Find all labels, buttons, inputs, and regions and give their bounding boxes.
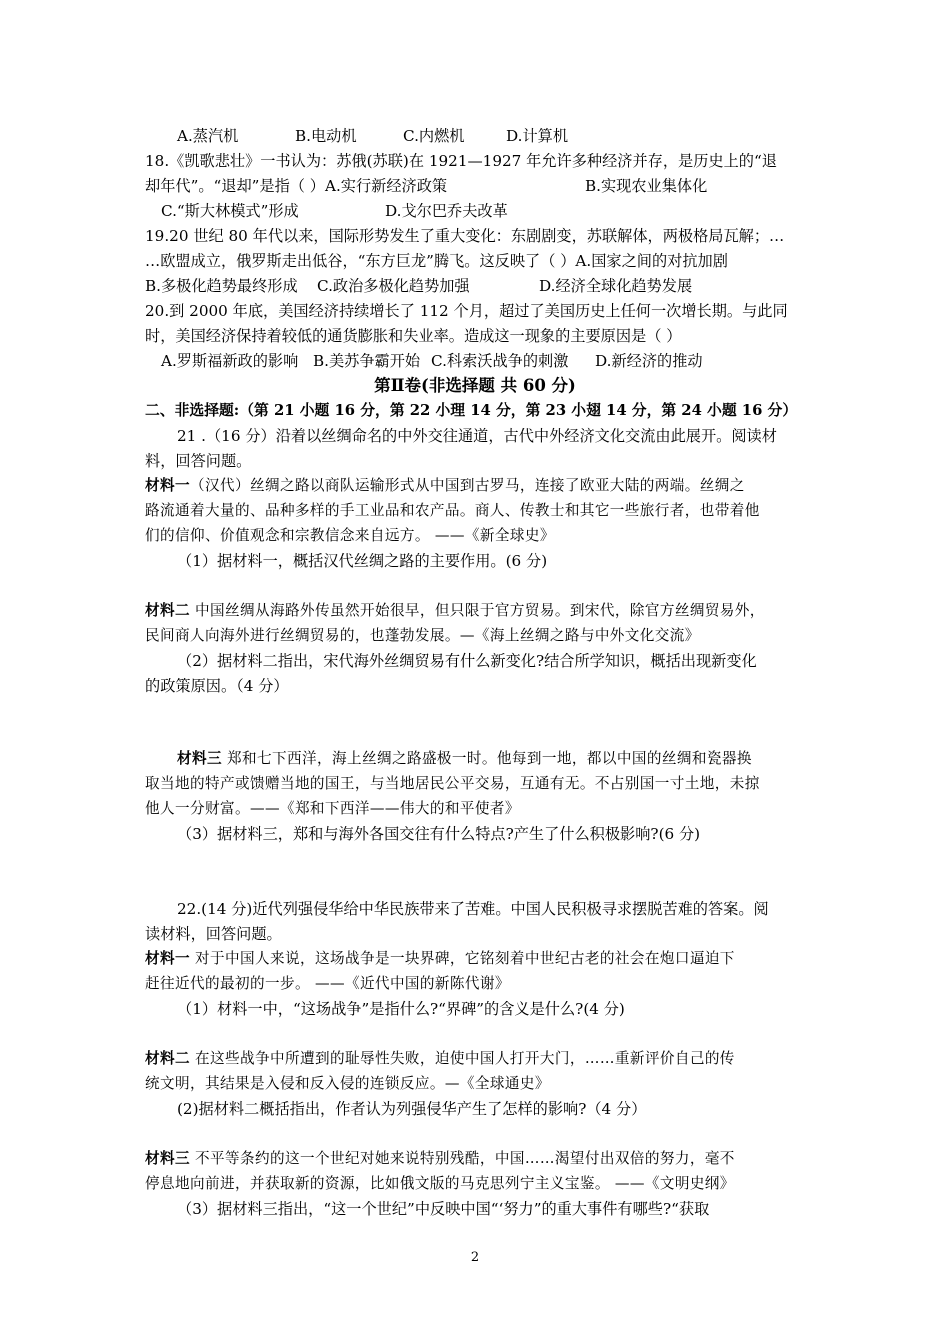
q21-material-2-line-1 — [145, 601, 765, 621]
q21-material-1-line-2: 路流通着大量的、品种多样的手工业品和农产品。商人、传教士和其它一些旅行者，也带着他 — [145, 502, 760, 519]
q21-material-1-label: 材料一 — [145, 477, 190, 494]
q22-material-1-label: 材料一 — [145, 950, 190, 967]
q22-question-1: （1）材料一中，“这场战争”是指什么?“界碑”的含义是什么?(4 分) — [177, 1000, 625, 1018]
q22-material-1-line-1 — [145, 949, 735, 969]
q22-question-3: （3）据材料三指出，“这一个世纪”中反映中国“‘努力”的重大事件有哪些?“获取 — [177, 1200, 710, 1218]
q18-line-2 — [145, 176, 707, 196]
q20-line-1: 20.到 2000 年底，美国经济持续增长了 112 个月，超过了美国历史上任何一次增长期。与此同 — [145, 302, 788, 320]
q22-material-1-line-2: 赶往近代的最初的一步。 ——《近代中国的新陈代谢》 — [145, 975, 510, 992]
q19-line-2: …欧盟成立，俄罗斯走出低谷，“东方巨龙”腾飞。这反映了（ ）A.国家之间的对抗加剧 — [145, 252, 728, 270]
q20-option-a: A.罗斯福新政的影响 — [161, 352, 299, 370]
q22-material-1-text: 对于中国人来说，这场战争是一块界碑，它铭刻着中世纪古老的社会在炮口逼迫下 — [189, 950, 735, 967]
q21-material-3-line-2: 取当地的特产或馈赠当地的国王，与当地居民公平交易，互通有无。不占别国一寸土地，未掠 — [145, 775, 760, 792]
q21-material-1-line-3: 们的信仰、价值观念和宗教信念来自远方。 ——《新全球史》 — [145, 527, 555, 544]
part-2-title: 第Ⅱ卷(非选择题 共 60 分) — [374, 376, 576, 395]
q20-option-b: B.美苏争霸开始 — [313, 352, 421, 370]
q21-question-3: （3）据材料三，郑和与海外各国交往有什么特点?产生了什么积极影响?(6 分) — [177, 825, 701, 843]
q22-material-3-line-2: 停息地向前进，并获取新的资源，比如俄文版的马克思列宁主义宝鉴。 ——《文明史纲》 — [145, 1175, 735, 1192]
q22-material-2-text: 在这些战争中所遭到的耻辱性失败，迫使中国人打开大门，……重新评价自己的传 — [189, 1050, 735, 1067]
q21-material-2-line-2: 民间商人向海外进行丝绸贸易的，也蓬勃发展。—《海上丝绸之路与中外文化交流》 — [145, 627, 700, 644]
q18-option-c: C.“斯大林模式”形成 — [161, 202, 299, 220]
q20-line-2: 时，美国经济保持着较低的通货膨胀和失业率。造成这一现象的主要原因是（ ） — [145, 327, 682, 345]
q20-line-3 — [145, 351, 703, 371]
q17-option-c: C.内燃机 — [403, 127, 465, 145]
q21-question-1: （1）据材料一，概括汉代丝绸之路的主要作用。(6 分) — [177, 552, 548, 570]
q21-material-1-text: （汉代）丝绸之路以商队运输形式从中国到古罗马，连接了欧亚大陆的两端。丝绸之 — [189, 477, 745, 494]
q21-intro-line-1: 21 .（16 分）沿着以丝绸命名的中外交往通道，古代中外经济文化交流由此展开。阅读材 — [177, 427, 777, 445]
q22-material-3-line-1 — [145, 1149, 735, 1169]
q20-option-c: C.科索沃战争的刺激 — [431, 352, 569, 370]
q17-option-d: D.计算机 — [506, 127, 569, 145]
q22-intro-line-2: 读材料，回答问题。 — [145, 925, 282, 943]
q22-material-2-line-2: 统文明，其结果是入侵和反入侵的连锁反应。—《全球通史》 — [145, 1075, 550, 1092]
q19-option-b: B.多极化趋势最终形成 — [145, 277, 298, 295]
q19-line-1: 19.20 世纪 80 年代以来，国际形势发生了重大变化：东剧剧变，苏联解体，两极格局瓦解；… — [145, 227, 785, 245]
q18-option-a: 却年代”。“退却”是指（ ）A.实行新经济政策 — [145, 177, 448, 195]
page-number: 2 — [470, 1250, 480, 1265]
q21-intro-line-2: 料，回答问题。 — [145, 452, 252, 470]
q21-material-3-label: 材料三 — [177, 750, 222, 767]
q22-material-2-line-1 — [145, 1049, 735, 1069]
q18-option-b: B.实现农业集体化 — [585, 177, 708, 195]
q19-line-3 — [145, 276, 692, 296]
q20-option-d: D.新经济的推动 — [595, 352, 703, 370]
q21-question-2-line-1: （2）据材料二指出，宋代海外丝绸贸易有什么新变化?结合所学知识，概括出现新变化 — [177, 652, 757, 670]
q17-option-b: B.电动机 — [295, 127, 357, 145]
q17-options — [145, 126, 568, 146]
section-2-heading: 二、非选择题:（第 21 小题 16 分，第 22 小理 14 分，第 23 小翅 14 分，第 24 小题 16 分） — [145, 402, 798, 419]
q22-material-2-label: 材料二 — [145, 1050, 190, 1067]
q19-option-d: D.经济全球化趋势发展 — [539, 277, 693, 295]
q22-material-3-label: 材料三 — [145, 1150, 190, 1167]
q18-line-1: 18.《凯歌悲壮》一书认为：苏俄(苏联)在 1921—1927 年允许多种经济并存，是历史上的“退 — [145, 152, 777, 170]
q21-material-3-text: 郑和七下西洋，海上丝绸之路盛极一时。他每到一地，都以中国的丝绸和瓷器换 — [221, 750, 752, 767]
q21-material-3-line-3: 他人一分财富。——《郑和下西洋——伟大的和平使者》 — [145, 800, 520, 817]
q18-option-d: D.戈尔巴乔夫改革 — [385, 202, 508, 220]
q21-question-2-line-2: 的政策原因。（4 分） — [145, 677, 289, 695]
q21-material-2-text: 中国丝绸从海路外传虽然开始很早，但只限于官方贸易。到宋代，除官方丝绸贸易外， — [189, 602, 765, 619]
q19-option-c: C.政治多极化趋势加强 — [317, 277, 470, 295]
q22-question-2: (2)据材料二概括指出，作者认为列强侵华产生了怎样的影响?（4 分） — [177, 1100, 647, 1118]
q22-material-3-text: 不平等条约的这一个世纪对她来说特别残酷，中国……渴望付出双倍的努力，毫不 — [189, 1150, 735, 1167]
q17-option-a: A.蒸汽机 — [177, 127, 239, 145]
q22-intro-line-1: 22.(14 分)近代列强侵华给中华民族带来了苦难。中国人民积极寻求摆脱苦难的答案。阅 — [177, 900, 769, 918]
q21-material-2-label: 材料二 — [145, 602, 190, 619]
q18-line-3 — [145, 201, 508, 221]
q21-material-1-line-1 — [145, 476, 745, 496]
q21-material-3-line-1 — [177, 749, 752, 769]
